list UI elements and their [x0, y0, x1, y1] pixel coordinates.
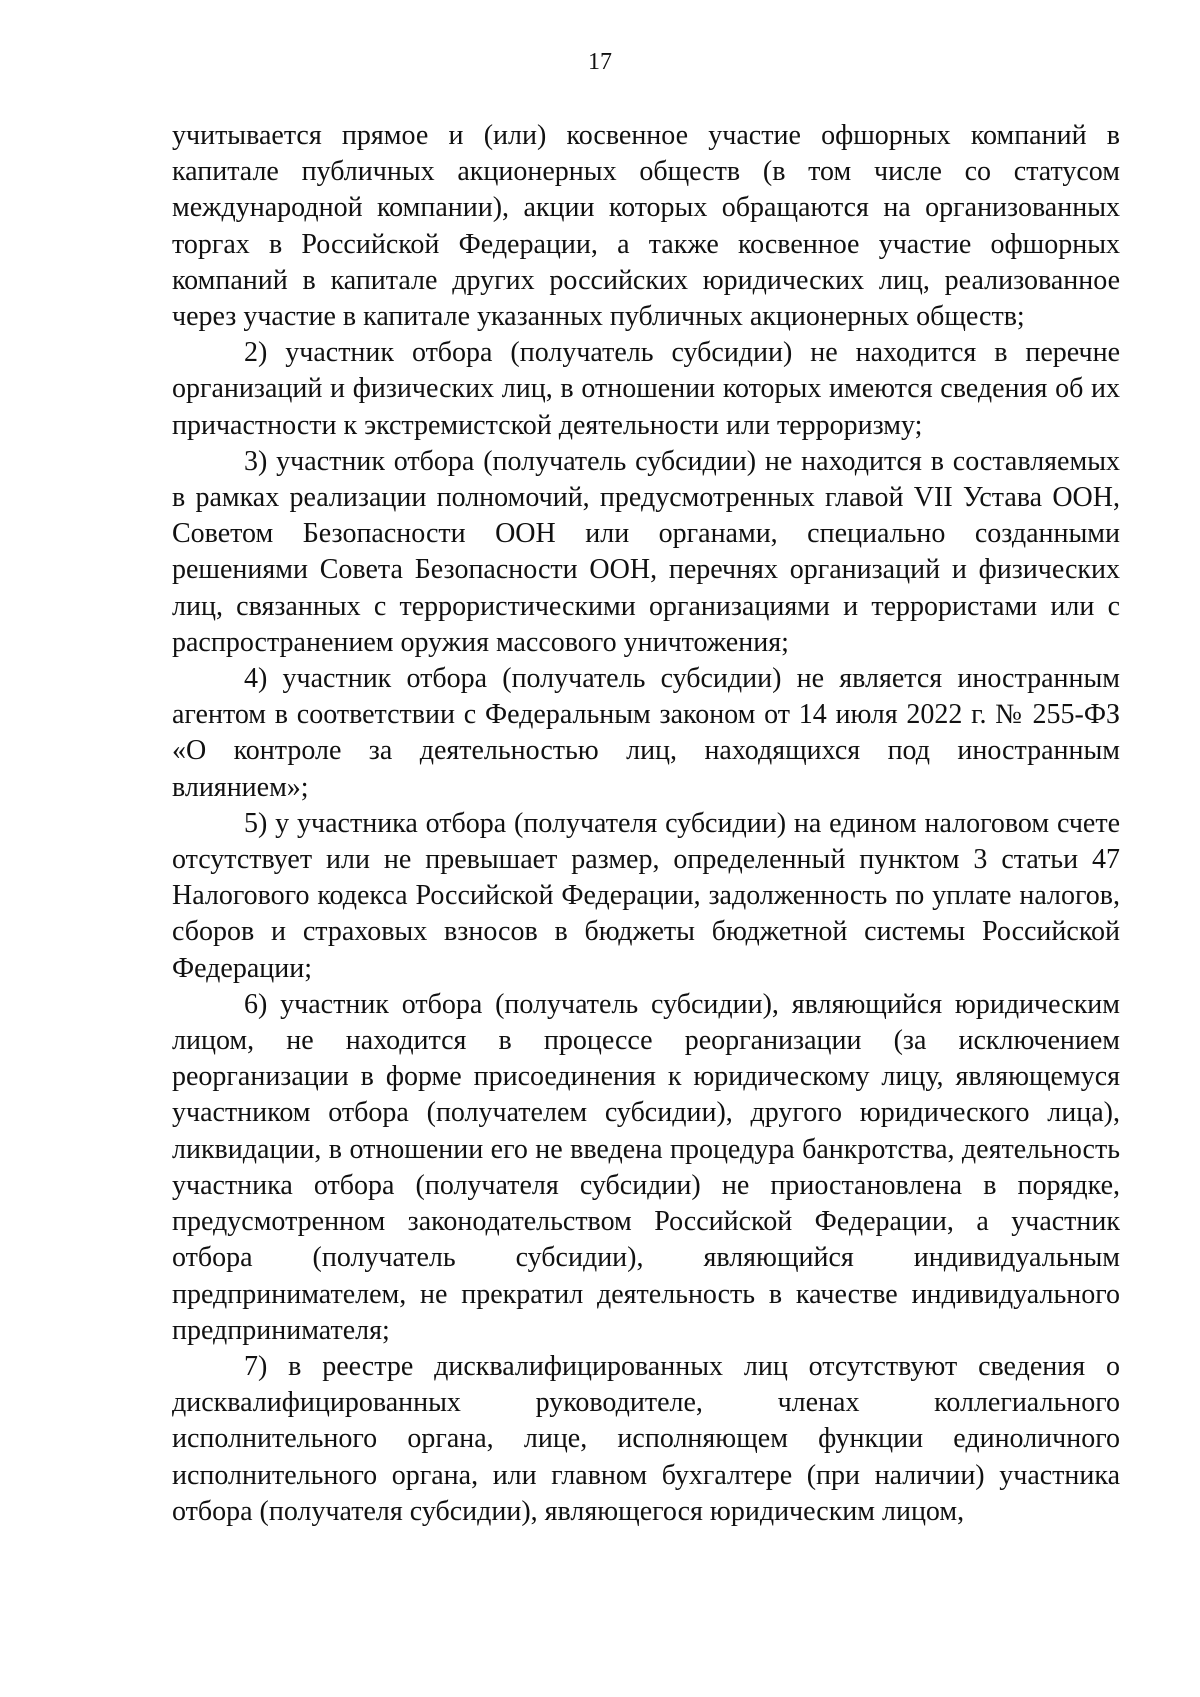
paragraph-item-3: 3) участник отбора (получатель субсидии) не находится в составляемых в рамках реализации полномочий, предусмотренных главой VII Устава ООН, Советом Безопасности ООН или органами, специально созданными решениями Совета Безопасности ООН, перечнях организаций и физических лиц, связанных с террористическими организациями и террористами или с распространением оружия массового уничтожения; — [172, 445, 1120, 658]
document-body — [172, 118, 1120, 1530]
paragraph-item-2: 2) участник отбора (получатель субсидии) не находится в перечне организаций и физических лиц, в отношении которых имеются сведения об их причастности к экстремистской деятельности или терроризму; — [172, 337, 1120, 441]
paragraph-item-5: 5) у участника отбора (получателя субсидии) на едином налоговом счете отсутствует или не превышает размер, определенный пунктом 3 статьи 47 Налогового кодекса Российской Федерации, задолженность по уплате налогов, сборов и страховых взносов в бюджеты бюджетной системы Российской Федерации; — [172, 807, 1120, 984]
page-number: 17 — [588, 49, 612, 75]
paragraph-continuation: учитывается прямое и (или) косвенное участие офшорных компаний в капитале публичных акционерных обществ (в том числе со статусом международной компании), акции которых обращаются на организованных торгах в Российской Федерации, а также косвенное участие офшорных компаний в капитале других российских юридических лиц, реализованное через участие в капитале указанных публичных акционерных обществ; — [172, 120, 1120, 333]
paragraph-item-6: 6) участник отбора (получатель субсидии), являющийся юридическим лицом, не находится в процессе реорганизации (за исключением реорганизации в форме присоединения к юридическому лицу, являющемуся участником отбора (получателем субсидии), другого юридического лица), ликвидации, в отношении его не введена процедура банкротства, деятельность участника отбора (получателя субсидии) не приостановлена в порядке, предусмотренном законодательством Российской Федерации, а участник отбора (получатель субсидии), являющийся индивидуальным предпринимателем, не прекратил деятельность в качестве индивидуального предпринимателя; — [172, 988, 1120, 1346]
paragraph-item-4: 4) участник отбора (получатель субсидии) не является иностранным агентом в соответствии с Федеральным законом от 14 июля 2022 г. № 255-ФЗ «О контроле за деятельностью лиц, находящихся под иностранным влиянием»; — [172, 663, 1120, 803]
paragraph-item-7: 7) в реестре дисквалифицированных лиц отсутствуют сведения о дисквалифицированных руководителе, членах коллегиального исполнительного органа, лице, исполняющем функции единоличного исполнительного органа, или главном бухгалтере (при наличии) участника отбора (получателя субсидии), являющегося юридическим лицом, — [172, 1350, 1120, 1527]
